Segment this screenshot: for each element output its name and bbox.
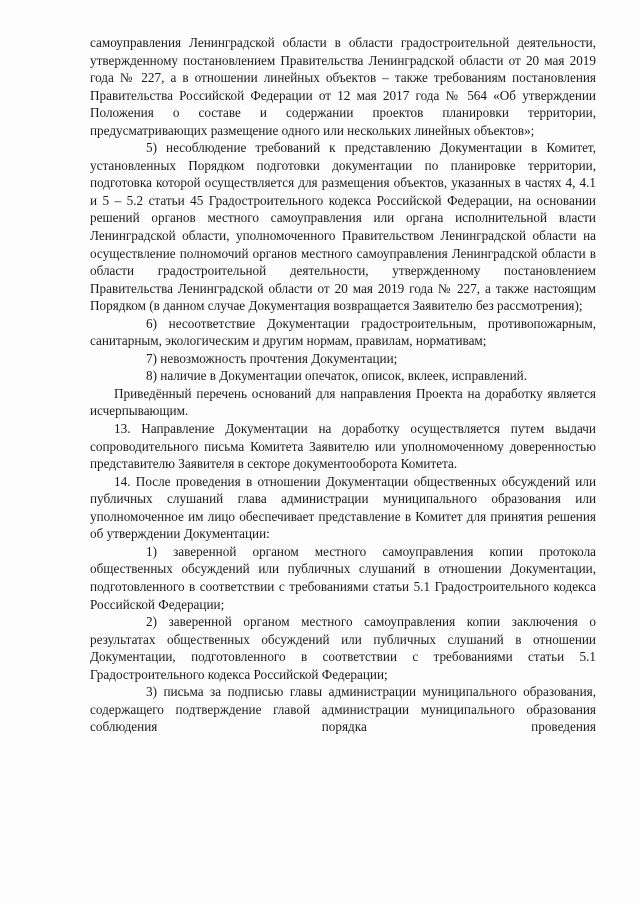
list-item-5: 5) несоблюдение требований к представлению Документации в Комитет, установленных Порядком подготовки документации по планировке территории, подготовка которой осуществляется для размещения объектов, указанных в частях 4, 4.1 и 5 – 5.2 статьи 45 Градостроительного кодекса Российской Федерации, на основании решений органов местного самоуправления или органа исполнительной власти Ленинградской области, уполномоченного Правительством Ленинградской области на осуществление полномочий органов местного самоуправления Ленинградской области в области градостроительной деятельности, утвержденному постановлением Правительства Ленинградской области от 20 мая 2019 года № 227, а также настоящим Порядком (в данном случае Документация возвращается Заявителю без рассмотрения); <box>90 140 596 314</box>
list-item-1: 1) заверенной органом местного самоуправления копии протокола общественных обсуждений или публичных слушаний в отношении Документации, подготовленного в соответствии с требованиями статьи 5.1 Градостроительного кодекса Российской Федерации; <box>90 543 596 612</box>
list-item-8: 8) наличие в Документации опечаток, описок, вклеек, исправлений. <box>146 368 527 384</box>
document-body <box>90 34 596 736</box>
clause-14: 14. После проведения в отношении Документации общественных обсуждений или публичных слушаний глава администрации муниципального образования или уполномоченное им лицо обеспечивает представление в Комитет для принятия решения об утверждении Документации: <box>90 473 596 542</box>
paragraph-exhaustive-list: Приведённый перечень оснований для направления Проекта на доработку является исчерпывающим. <box>90 385 596 419</box>
list-item-2: 2) заверенной органом местного самоуправления копии заключения о результатах общественных обсуждений или публичных слушаний в отношении Документации, подготовленного в соответствии с требованиями статьи 5.1 Градостроительного кодекса Российской Федерации; <box>90 614 596 682</box>
list-item-7: 7) невозможность прочтения Документации; <box>146 350 398 366</box>
paragraph-continuation: самоуправления Ленинградской области в области градостроительной деятельности, утвержденному постановлением Правительства Ленинградской области от 20 мая 2019 года № 227, а в отношении линейных объектов – также требованиям постановления Правительства Российской Федерации от 12 мая 2017 года № 564 «Об утверждении Положения о составе и содержании проектов планировки территории, предусматривающих размещение одного или нескольких линейных объектов»; <box>90 35 596 138</box>
clause-13: 13. Направление Документации на доработку осуществляется путем выдачи сопроводительного письма Комитета Заявителю или уполномоченному доверенностью представителю Заявителя в секторе документооборота Комитета. <box>90 421 596 472</box>
list-item-6: 6) несоответствие Документации градостроительным, противопожарным, санитарным, экологическим и другим нормам, правилам, нормативам; <box>90 315 596 349</box>
list-item-3: 3) письма за подписью главы администрации муниципального образования, содержащего подтверждение главой администрации муниципального образования соблюдения порядка проведения <box>90 684 596 735</box>
